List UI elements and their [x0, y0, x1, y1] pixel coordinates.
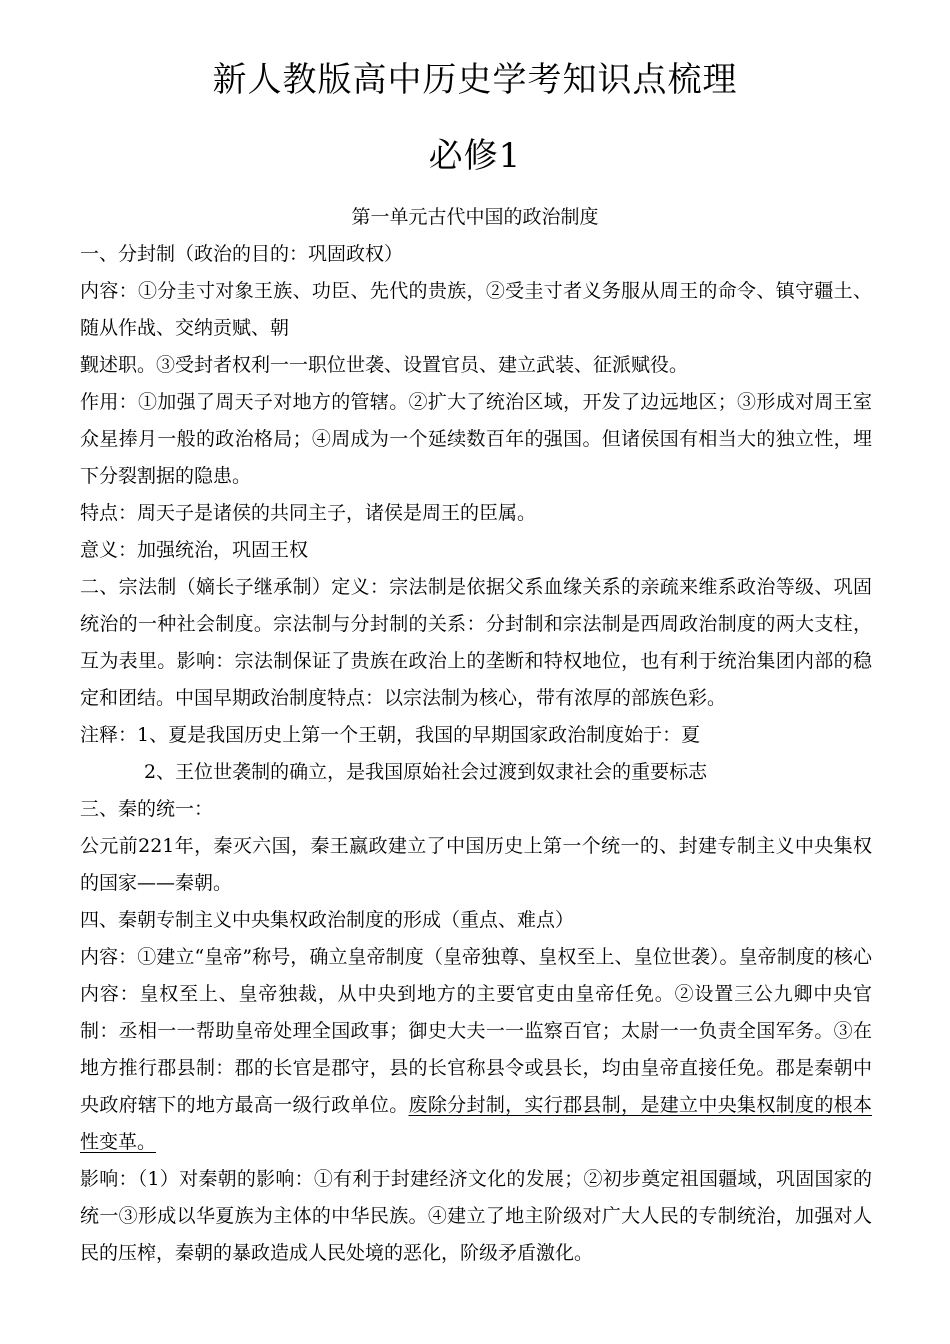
paragraph-note-1: 注释：1、夏是我国历史上第一个王朝，我国的早期国家政治制度始于：夏 — [80, 724, 701, 746]
document-subtitle: 必修1 — [428, 136, 522, 176]
paragraph-note-2: 2、王位世袭制的确立，是我国原始社会过渡到奴隶社会的重要标志 — [144, 761, 708, 783]
underlined-key-point: 废除分封制，实行郡县制，是建立中央集权制度的根本性变革。 — [80, 1094, 872, 1153]
document-body — [80, 236, 872, 1272]
qin-content-text: 内容：①建立“皇帝”称号，确立皇帝制度（皇帝独尊、皇权至上、皇位世袭）。皇帝制度的核心内容：皇权至上、皇帝独裁，从中央到地方的主要官吏由皇帝任免。②设置三公九卿中央官制：丞相一一帮助皇帝处理全国政事；御史大夫一一监察百官；太尉一一负责全国军务。③在地方推行郡县制：郡的长官是郡守，县的长官称县令或县长，均由皇帝直接任免。郡是秦朝中央政府辖下的地方最高一级行政单位。 — [80, 946, 872, 1116]
paragraph-clan-system: 二、宗法制（嫡长子继承制）定义：宗法制是依据父系血缘关系的亲疏来维系政治等级、巩固统治的一种社会制度。宗法制与分封制的关系：分封制和宗法制是西周政治制度的两大支柱，互为表里。影响：宗法制保证了贵族在政治上的垄断和特权地位，也有利于统治集团内部的稳定和团结。中国早期政治制度特点：以宗法制为核心，带有浓厚的部族色彩。 — [80, 576, 872, 709]
paragraph-feudal-significance: 意义：加强统治，巩固王权 — [80, 539, 309, 561]
paragraph-qin-impact: 影响：（1）对秦朝的影响：①有利于封建经济文化的发展；②初步奠定祖国疆域，巩固国家的统一③形成以华夏族为主体的中华民族。④建立了地主阶级对广大人民的专制统治，加强对人民的压榨，秦朝的暴政造成人民处境的恶化，阶级矛盾激化。 — [80, 1168, 872, 1264]
paragraph-feudal-feature: 特点：周天子是诸侯的共同主子，诸侯是周王的臣属。 — [80, 502, 537, 524]
document-title: 新人教版高中历史学考知识点梳理 — [212, 60, 738, 100]
paragraph-feudal-effect: 作用：①加强了周天子对地方的管辖。②扩大了统治区域，开发了边远地区；③形成对周王室众星捧月一般的政治格局；④周成为一个延续数百年的强国。但诸侯国有相当大的独立性，埋下分裂割据的隐患。 — [80, 391, 872, 487]
paragraph-feudal-content: 内容：①分圭寸对象王族、功臣、先代的贵族，②受圭寸者义务服从周王的命令、镇守疆土、随从作战、交纳贡赋、朝 — [80, 280, 872, 339]
paragraph-feudal-content-cont: 觐述职。③受封者权利一一职位世袭、设置官员、建立武装、征派赋役。 — [80, 354, 689, 376]
section-heading-qin-centralization: 四、秦朝专制主义中央集权政治制度的形成（重点、难点） — [80, 909, 575, 931]
paragraph-qin-content — [80, 939, 872, 1161]
section-heading-feudal: 一、分封制（政治的目的：巩固政权） — [80, 243, 404, 265]
unit-title: 第一单元古代中国的政治制度 — [351, 206, 599, 228]
section-heading-qin-unification: 三、秦的统一： — [80, 798, 214, 820]
paragraph-qin-unification: 公元前221年，秦灭六国，秦王嬴政建立了中国历史上第一个统一的、封建专制主义中央集权的国家——秦朝。 — [80, 835, 872, 894]
